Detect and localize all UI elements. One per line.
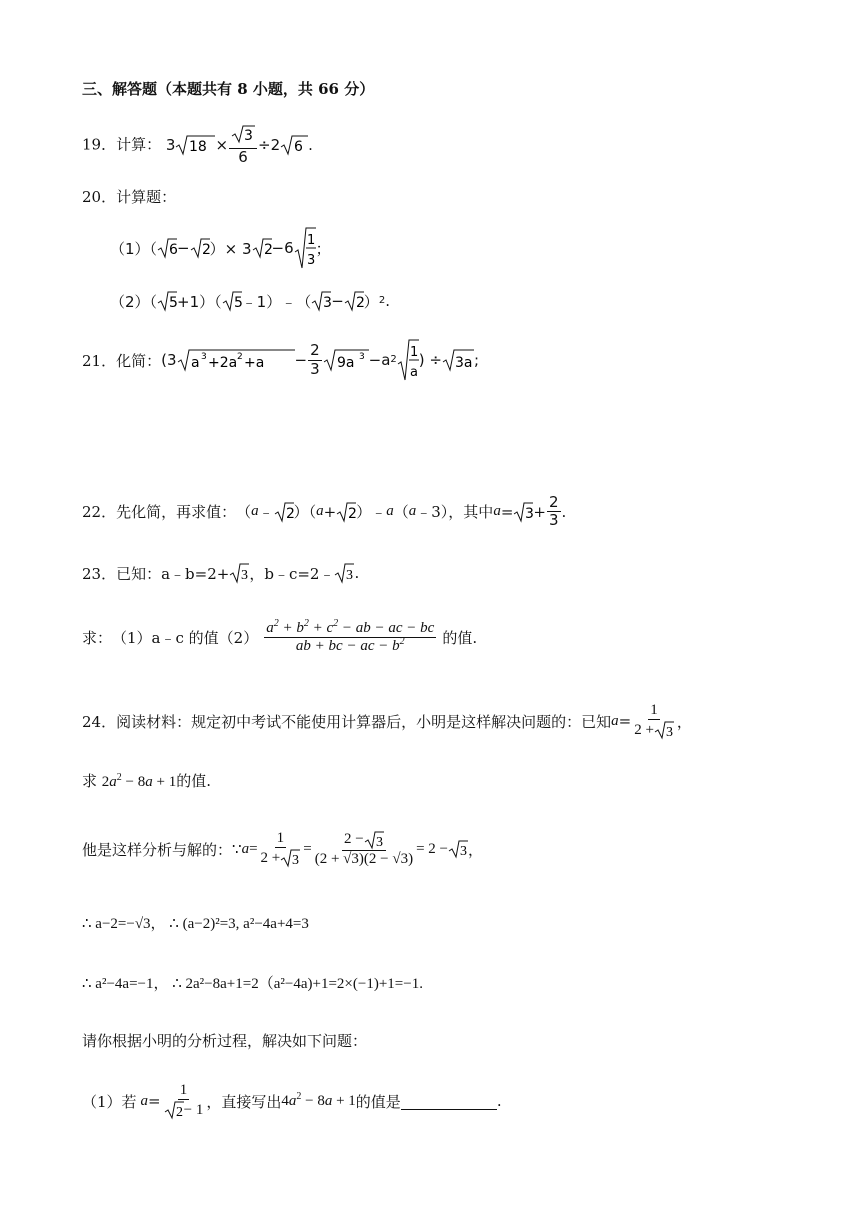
- svg-text:2: 2: [355, 295, 365, 311]
- svg-text:18: 18: [189, 139, 208, 156]
- svg-text:3: 3: [244, 128, 253, 144]
- q24-analysis: 他是这样分析与解的： ∵ a = 1 2 + 3 = 2 − 3 (2 + √3)(2 − √3) = 2 − 3 ，: [82, 830, 484, 869]
- svg-text:3: 3: [200, 352, 207, 362]
- svg-text:2: 2: [236, 352, 243, 362]
- q19-expression: 3 18 × $\frac{3}{6}$ ÷2 6 .: [166, 124, 313, 167]
- q21-expression: (3 a 3 +2a 2 +a − $\frac{2}{3}$ 9a 3 −a 2 1 a ) ÷ 3a ;: [161, 341, 480, 380]
- q24-sub1: （1）若 a = 1 2 − 1 ，直接写出 $4a^2 - 8a + 1$ 的值是 .: [82, 1082, 502, 1121]
- q23-ask: 求： （1）a﹣c 的值 （2） $\frac{a^2 + b^2 + c^2 - ab - ac - bc}{ab + bc - ac - b^2}$ 的值.: [82, 618, 478, 655]
- q24-step2: ∴ a²−4a=−1， ∴ 2a²−8a+1=2（a²−4a)+1=2×(−1)+1=−1.: [82, 976, 423, 992]
- question-label: 已知：: [116, 564, 162, 583]
- section-heading: 三、解答题（本题共有 8 小题，共 66 分）: [82, 80, 375, 98]
- svg-text:5: 5: [169, 295, 178, 311]
- question-number: 22．: [82, 503, 117, 522]
- svg-text:a: a: [190, 355, 200, 371]
- svg-text:1: 1: [409, 345, 419, 360]
- question-21: [82, 338, 479, 382]
- question-number: 21．: [82, 351, 117, 370]
- svg-text:3: 3: [525, 505, 535, 522]
- question-19: [82, 124, 313, 167]
- svg-text:6: 6: [169, 242, 178, 258]
- svg-text:3: 3: [375, 835, 383, 850]
- svg-text:5: 5: [233, 295, 243, 311]
- question-number: 23．: [82, 564, 117, 583]
- svg-text:2: 2: [175, 1105, 183, 1121]
- q23-given: a﹣b=2+ 3 ，b﹣c=2﹣ 3 .: [161, 564, 360, 583]
- svg-text:9a: 9a: [336, 355, 355, 371]
- svg-text:a: a: [409, 365, 418, 380]
- q24-instruction: 请你根据小明的分析过程，解决如下问题：: [82, 1032, 368, 1050]
- question-20: [82, 186, 176, 207]
- q23-fraction: $\frac{a^2 + b^2 + c^2 - ab - ac - bc}{ab + bc - ac - b^2}$: [266, 618, 435, 655]
- svg-text:3a: 3a: [454, 355, 473, 371]
- svg-text:3: 3: [292, 853, 300, 869]
- svg-text:+a: +a: [243, 355, 264, 371]
- svg-text:2: 2: [201, 242, 211, 258]
- q22-expression: （ a ﹣ 2 ）（ a + 2 ）﹣ a （ a ﹣3），其中 a = 3 + $\frac{2}{3}$ .: [236, 493, 567, 530]
- svg-text:3: 3: [241, 568, 249, 583]
- answer-blank[interactable]: [401, 1093, 497, 1110]
- svg-text:3: 3: [306, 253, 315, 268]
- svg-text:6: 6: [294, 139, 304, 156]
- svg-text:3: 3: [358, 352, 365, 362]
- svg-text:3: 3: [323, 295, 333, 311]
- svg-text:2: 2: [285, 505, 295, 522]
- question-24: 24． 阅读材料：规定初中考试不能使用计算器后，小明是这样解决问题的：已知 a = 1 2 + 3 ，: [82, 702, 692, 741]
- question-label: 先化简，再求值：: [116, 503, 237, 522]
- svg-text:2: 2: [263, 242, 273, 258]
- q24-step1: ∴ a−2=−√3， ∴ (a−2)²=3, a²−4a+4=3: [82, 916, 309, 932]
- question-number: 24．: [82, 712, 117, 731]
- svg-text:3: 3: [665, 725, 673, 741]
- question-number: 20．: [82, 188, 117, 206]
- question-label: 化简：: [116, 351, 162, 370]
- question-number: 19．: [82, 135, 117, 154]
- question-23: [82, 562, 359, 584]
- q20-part1: （1）（ 6 − 2 ）× 3 2 −6 1 3 ；: [110, 226, 331, 270]
- question-label: 计算：: [116, 135, 162, 154]
- q24-ask: 求 $2a^2 - 8a + 1$的值.: [82, 772, 211, 790]
- svg-text:3: 3: [460, 844, 468, 860]
- svg-text:+2a: +2a: [207, 355, 237, 371]
- question-label: 计算题：: [116, 188, 177, 206]
- q20-part2: （2）（ 5 +1）（ 5 ﹣1）﹣（ 3 − 2 ） 2 .: [110, 292, 390, 311]
- svg-text:1: 1: [306, 233, 315, 248]
- svg-text:3: 3: [346, 568, 354, 583]
- question-22: [82, 494, 566, 530]
- svg-text:2: 2: [348, 505, 358, 522]
